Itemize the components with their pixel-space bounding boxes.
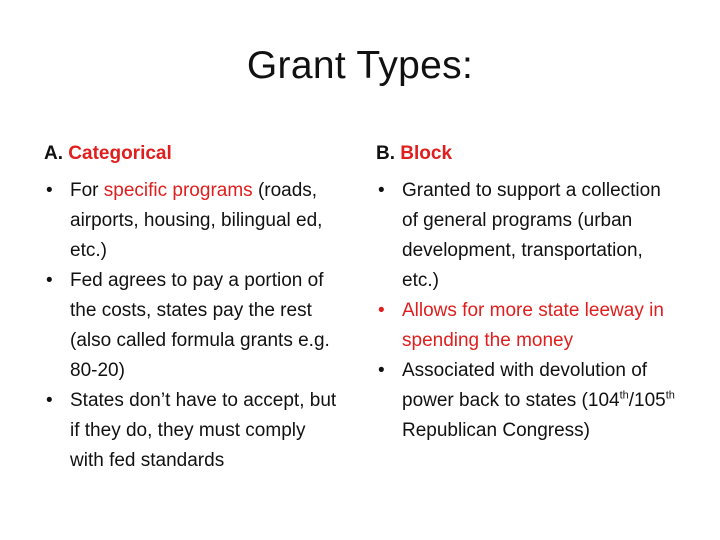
heading-name-categorical: Categorical <box>68 143 172 164</box>
heading-letter-b: B. <box>376 143 395 164</box>
bullet-icon: • <box>378 180 385 201</box>
bullet-item <box>376 356 676 446</box>
bullet-text-pre: Associated with devolution of power back to states ( <box>402 360 648 411</box>
bullet-list-categorical <box>44 176 344 476</box>
bullet-text-highlight: Allows for more state leeway in spending the money <box>402 300 664 351</box>
bullet-item <box>376 176 676 296</box>
bullet-text-post: Republican Congress) <box>402 420 590 441</box>
column-heading-categorical <box>44 140 344 168</box>
bullet-text-num1: 104 <box>587 390 620 411</box>
column-categorical <box>44 140 344 476</box>
bullet-text-post: (roads, airports, housing, bilingual ed, etc.) <box>70 180 323 261</box>
bullet-text-sup2: th <box>665 389 675 402</box>
bullet-icon: • <box>378 300 385 321</box>
bullet-text-slash: / <box>628 390 635 411</box>
bullet-text-highlight: specific programs <box>103 180 253 201</box>
column-heading-block <box>376 140 676 168</box>
heading-letter-a: A. <box>44 143 63 164</box>
bullet-text: Granted to support a collection of general programs (urban development, transportation, etc.) <box>402 180 661 291</box>
bullet-text-num2: 105 <box>634 390 666 411</box>
bullet-text: States don’t have to accept, but if they do, they must comply with fed standards <box>70 390 337 471</box>
heading-name-block: Block <box>400 143 453 164</box>
bullet-item <box>44 176 344 266</box>
column-block <box>376 140 676 446</box>
bullet-item <box>44 386 344 476</box>
bullet-text: Fed agrees to pay a portion of the costs, states pay the rest (also called formula grants e.g. 80-20) <box>70 270 330 381</box>
bullet-icon: • <box>46 390 53 411</box>
bullet-icon: • <box>46 180 53 201</box>
slide-title: Grant Types: <box>246 44 474 87</box>
bullet-list-block <box>376 176 676 446</box>
bullet-item <box>376 296 676 356</box>
bullet-item <box>44 266 344 386</box>
bullet-icon: • <box>46 270 53 291</box>
bullet-text-pre: For <box>70 180 104 201</box>
bullet-icon: • <box>378 360 385 381</box>
bullet-text-sup1: th <box>619 389 629 402</box>
